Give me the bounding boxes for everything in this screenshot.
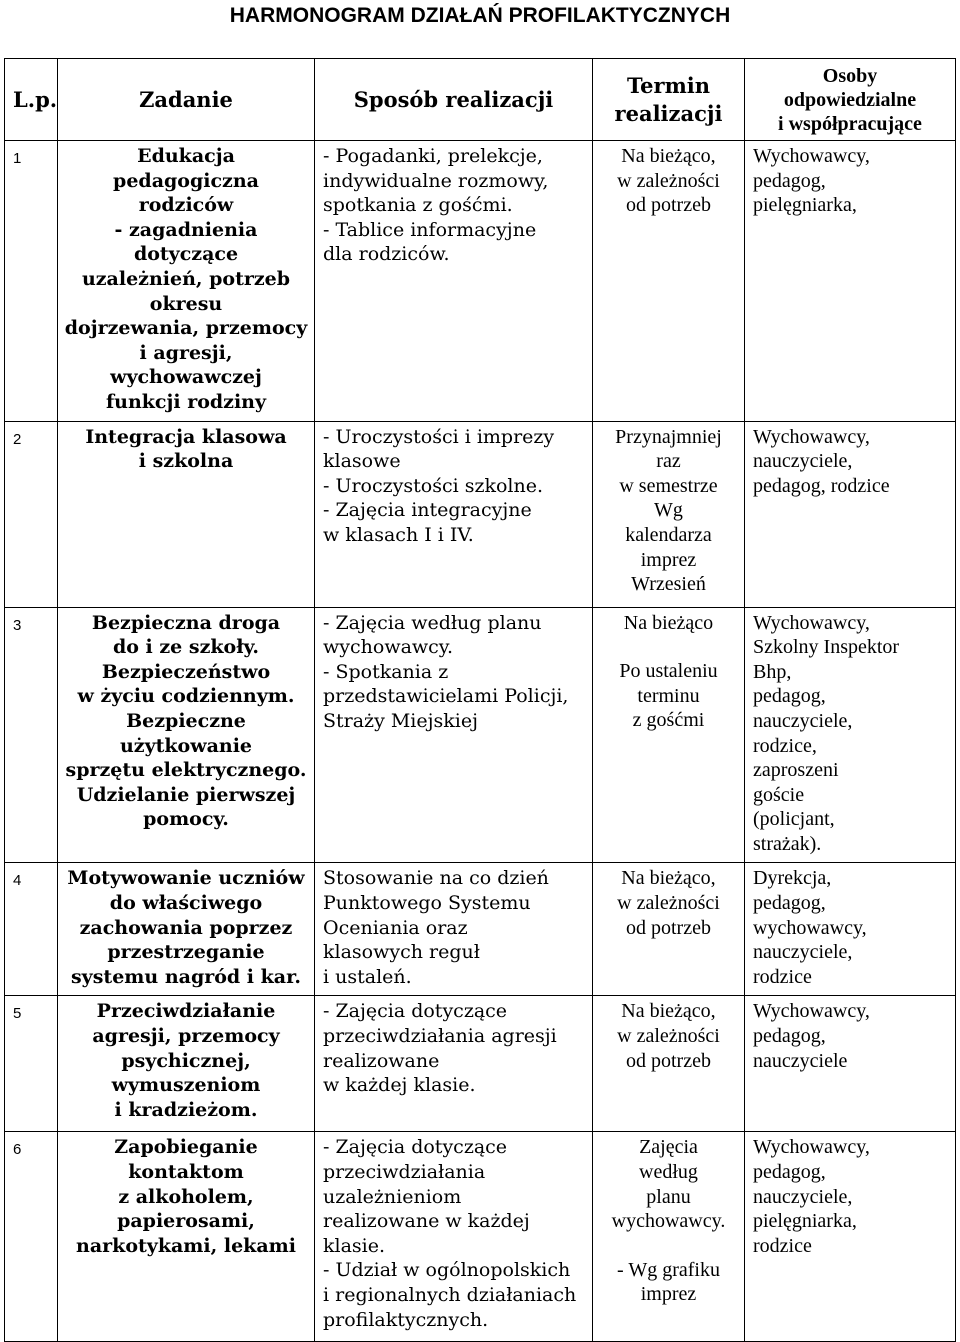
zadanie-line: okresu — [149, 292, 223, 315]
cell-osoby — [745, 421, 956, 607]
sposob-line: - Uroczystości i imprezy — [323, 425, 555, 448]
header-zadanie: Zadanie — [58, 59, 315, 141]
sposob-line: - Zajęcia dotyczące — [323, 1136, 508, 1159]
sposob-line: - Zajęcia według planu — [323, 611, 542, 634]
osoby-line: (policjant, — [753, 808, 835, 831]
termin-line: Na bieżąco — [623, 611, 714, 634]
cell-zadanie — [58, 1132, 315, 1342]
sposob-line: Stosowanie na co dzień — [323, 867, 549, 890]
cell-termin — [593, 141, 745, 422]
cell-osoby — [745, 863, 956, 996]
sposob-line: w klasach I i IV. — [323, 523, 474, 546]
sposob-line: profilaktycznych. — [323, 1308, 489, 1331]
sposob-line: klasowych reguł — [323, 941, 480, 964]
sposob-line: i ustaleń. — [323, 965, 412, 988]
table-row — [5, 421, 956, 607]
termin-line: Wrzesień — [631, 573, 706, 596]
table-row — [5, 141, 956, 422]
osoby-line: Dyrekcja, — [753, 867, 832, 890]
header-termin-line: Termin — [626, 72, 711, 98]
osoby-line: pedagog, — [753, 892, 826, 915]
osoby-line: rodzice — [753, 1234, 812, 1257]
sposob-line: spotkania z gośćmi. — [323, 194, 513, 217]
sposob-line: Straży Miejskiej — [323, 709, 478, 732]
termin-line: Na bieżąco, — [621, 867, 716, 890]
cell-termin — [593, 863, 745, 996]
zadanie-line: Integracja klasowa — [85, 425, 287, 448]
zadanie-line: przestrzeganie — [107, 941, 265, 964]
cell-sposob — [315, 421, 593, 607]
sposob-line: w każdej klasie. — [323, 1074, 476, 1097]
termin-line: Zajęcia — [639, 1136, 698, 1159]
osoby-line: Wychowawcy, — [753, 1136, 870, 1159]
termin-line: w zależności — [617, 169, 720, 192]
zadanie-line: Motywowanie uczniów — [67, 867, 305, 890]
zadanie-line: zachowania poprzez — [79, 916, 293, 939]
cell-zadanie — [58, 863, 315, 996]
zadanie-line: dojrzewania, przemocy — [64, 317, 308, 340]
sposob-line: - Tablice informacyjne — [323, 218, 537, 241]
table-row — [5, 996, 956, 1132]
sposob-line: Oceniania oraz — [323, 916, 468, 939]
osoby-line: pedagog, — [753, 1025, 826, 1048]
termin-line — [599, 635, 738, 659]
zadanie-line: do właściwego — [109, 892, 263, 915]
sposob-line: - Pogadanki, prelekcje, — [323, 145, 543, 167]
zadanie-line: z alkoholem, — [118, 1185, 254, 1208]
osoby-line: strażak). — [753, 832, 822, 855]
termin-line: terminu — [637, 684, 700, 707]
osoby-line: Wychowawcy, — [753, 611, 870, 634]
zadanie-line: Bezpieczna droga — [91, 611, 281, 634]
cell-lp: 4 — [5, 863, 58, 996]
zadanie-line: kontaktom — [128, 1161, 244, 1184]
sposob-line: uzależnieniom — [323, 1185, 462, 1208]
termin-line: od potrzeb — [626, 194, 711, 217]
osoby-line: wychowawcy, — [753, 916, 867, 939]
zadanie-line: rodziców — [138, 194, 234, 217]
zadanie-line: i szkolna — [138, 450, 234, 473]
sposob-line: realizowane — [323, 1049, 440, 1072]
table-row — [5, 607, 956, 863]
termin-line: z gośćmi — [632, 709, 705, 732]
zadanie-line: pomocy. — [143, 808, 229, 831]
sposob-line: wychowawcy. — [323, 636, 454, 659]
cell-osoby — [745, 607, 956, 863]
sposob-line: - Udział w ogólnopolskich — [323, 1259, 571, 1282]
osoby-line: pielęgniarka, — [753, 1210, 857, 1233]
zadanie-line: Udzielanie pierwszej — [76, 783, 296, 806]
osoby-line: pedagog, — [753, 685, 826, 708]
termin-line: raz — [656, 450, 681, 473]
header-osoby-line: i współpracujące — [778, 112, 922, 135]
termin-line: w zależności — [617, 1025, 720, 1048]
zadanie-line: sprzętu elektrycznego. — [65, 759, 307, 782]
osoby-line: nauczyciele, — [753, 709, 853, 732]
sposob-line: przeciwdziałania — [323, 1161, 486, 1184]
zadanie-line: papierosami, — [117, 1210, 255, 1233]
sposob-line: przeciwdziałania agresji — [323, 1025, 557, 1048]
osoby-line: pedagog, — [753, 169, 826, 192]
cell-sposob — [315, 863, 593, 996]
osoby-line: pedagog, — [753, 1161, 826, 1184]
zadanie-line: Przeciwdziałanie — [96, 1000, 276, 1023]
zadanie-line: i kradzieżom. — [114, 1098, 258, 1121]
cell-zadanie — [58, 607, 315, 863]
osoby-line: rodzice, — [753, 734, 817, 757]
cell-lp: 2 — [5, 421, 58, 607]
zadanie-line: wymuszeniom — [111, 1074, 261, 1097]
header-termin-line: realizacji — [614, 100, 723, 126]
zadanie-line: i agresji, — [139, 341, 233, 364]
header-lp: L.p. — [5, 59, 58, 141]
cell-termin — [593, 421, 745, 607]
zadanie-line: użytkowanie — [119, 734, 253, 757]
zadanie-line: dotyczące — [133, 243, 239, 266]
table-row — [5, 1132, 956, 1342]
osoby-line: Wychowawcy, — [753, 425, 870, 448]
zadanie-line: funkcji rodziny — [105, 390, 267, 413]
osoby-line: pielęgniarka, — [753, 194, 857, 217]
sposob-line: realizowane w każdej — [323, 1210, 530, 1233]
header-termin — [593, 59, 745, 141]
sposob-line: klasie. — [323, 1234, 386, 1257]
schedule-table — [4, 58, 956, 1342]
zadanie-line: Bezpieczeństwo — [101, 660, 271, 683]
zadanie-line: wychowawczej — [110, 366, 262, 389]
termin-line: w semestrze — [619, 474, 718, 497]
cell-lp: 6 — [5, 1132, 58, 1342]
osoby-line: zaproszeni — [753, 759, 839, 782]
osoby-line: goście — [753, 783, 805, 806]
termin-line: od potrzeb — [626, 916, 711, 939]
zadanie-line: w życiu codziennym. — [77, 685, 295, 708]
table-header-row — [5, 59, 956, 141]
cell-osoby — [745, 141, 956, 422]
table-row — [5, 863, 956, 996]
cell-termin — [593, 607, 745, 863]
termin-line — [599, 1234, 738, 1258]
osoby-line: nauczyciele — [753, 1049, 848, 1072]
sposob-line: przedstawicielami Policji, — [323, 685, 569, 708]
sposob-line: i regionalnych działaniach — [323, 1284, 577, 1306]
page-title: HARMONOGRAM DZIAŁAŃ PROFILAKTYCZNYCH — [229, 4, 731, 27]
zadanie-line: Edukacja — [137, 145, 235, 167]
termin-line: wychowawcy. — [611, 1210, 726, 1233]
termin-line: Na bieżąco, — [621, 1000, 716, 1023]
termin-line: Wg — [654, 499, 683, 522]
zadanie-line: pedagogiczna — [113, 169, 259, 192]
termin-line: według — [639, 1161, 698, 1184]
zadanie-line: - zagadnienia — [114, 218, 258, 241]
cell-zadanie — [58, 996, 315, 1132]
osoby-line: nauczyciele, — [753, 1185, 853, 1208]
sposob-line: - Zajęcia dotyczące — [323, 1000, 508, 1023]
osoby-line: pedagog, rodzice — [753, 474, 890, 497]
zadanie-line: Bezpieczne — [126, 709, 246, 732]
cell-osoby — [745, 1132, 956, 1342]
termin-line: Po ustaleniu — [619, 660, 718, 683]
termin-line: planu — [646, 1185, 691, 1208]
sposob-line: - Uroczystości szkolne. — [323, 474, 544, 497]
header-osoby — [745, 59, 956, 141]
zadanie-line: uzależnień, potrzeb — [81, 267, 291, 290]
cell-lp: 5 — [5, 996, 58, 1132]
osoby-line: Wychowawcy, — [753, 145, 870, 167]
cell-zadanie — [58, 421, 315, 607]
osoby-line: rodzice — [753, 965, 812, 988]
termin-line: w zależności — [617, 892, 720, 915]
sposob-line: - Spotkania z — [323, 660, 449, 683]
zadanie-line: narkotykami, lekami — [76, 1234, 296, 1257]
zadanie-line: psychicznej, — [121, 1049, 251, 1072]
osoby-line: Bhp, — [753, 660, 792, 683]
termin-line: - Wg grafiku — [617, 1258, 720, 1281]
termin-line: Przynajmniej — [615, 425, 722, 448]
sposob-line: indywidualne rozmowy, — [323, 169, 549, 192]
zadanie-line: Zapobieganie — [114, 1136, 258, 1159]
termin-line: Na bieżąco, — [621, 145, 716, 167]
cell-sposob — [315, 607, 593, 863]
cell-termin — [593, 996, 745, 1132]
termin-line: od potrzeb — [626, 1049, 711, 1072]
osoby-line: nauczyciele, — [753, 450, 853, 473]
sposob-line: dla rodziców. — [323, 243, 450, 266]
osoby-line: Szkolny Inspektor — [753, 636, 900, 659]
zadanie-line: systemu nagród i kar. — [70, 965, 301, 988]
header-osoby-line: Osoby — [822, 64, 878, 87]
cell-sposob — [315, 1132, 593, 1342]
cell-sposob — [315, 996, 593, 1132]
osoby-line: Wychowawcy, — [753, 1000, 870, 1023]
termin-line: imprez — [640, 1283, 697, 1306]
termin-line: imprez — [640, 548, 697, 571]
osoby-line: nauczyciele, — [753, 941, 853, 964]
header-sposob: Sposób realizacji — [315, 59, 593, 141]
cell-lp: 3 — [5, 607, 58, 863]
cell-sposob — [315, 141, 593, 422]
zadanie-line: do i ze szkoły. — [112, 636, 259, 659]
sposob-line: - Zajęcia integracyjne — [323, 499, 532, 522]
cell-lp: 1 — [5, 141, 58, 422]
sposob-line: Punktowego Systemu — [323, 892, 531, 915]
sposob-line: klasowe — [323, 450, 401, 473]
cell-termin — [593, 1132, 745, 1342]
zadanie-line: agresji, przemocy — [92, 1025, 280, 1048]
cell-zadanie — [58, 141, 315, 422]
termin-line: kalendarza — [625, 523, 712, 546]
cell-osoby — [745, 996, 956, 1132]
header-osoby-line: odpowiedzialne — [783, 88, 917, 111]
